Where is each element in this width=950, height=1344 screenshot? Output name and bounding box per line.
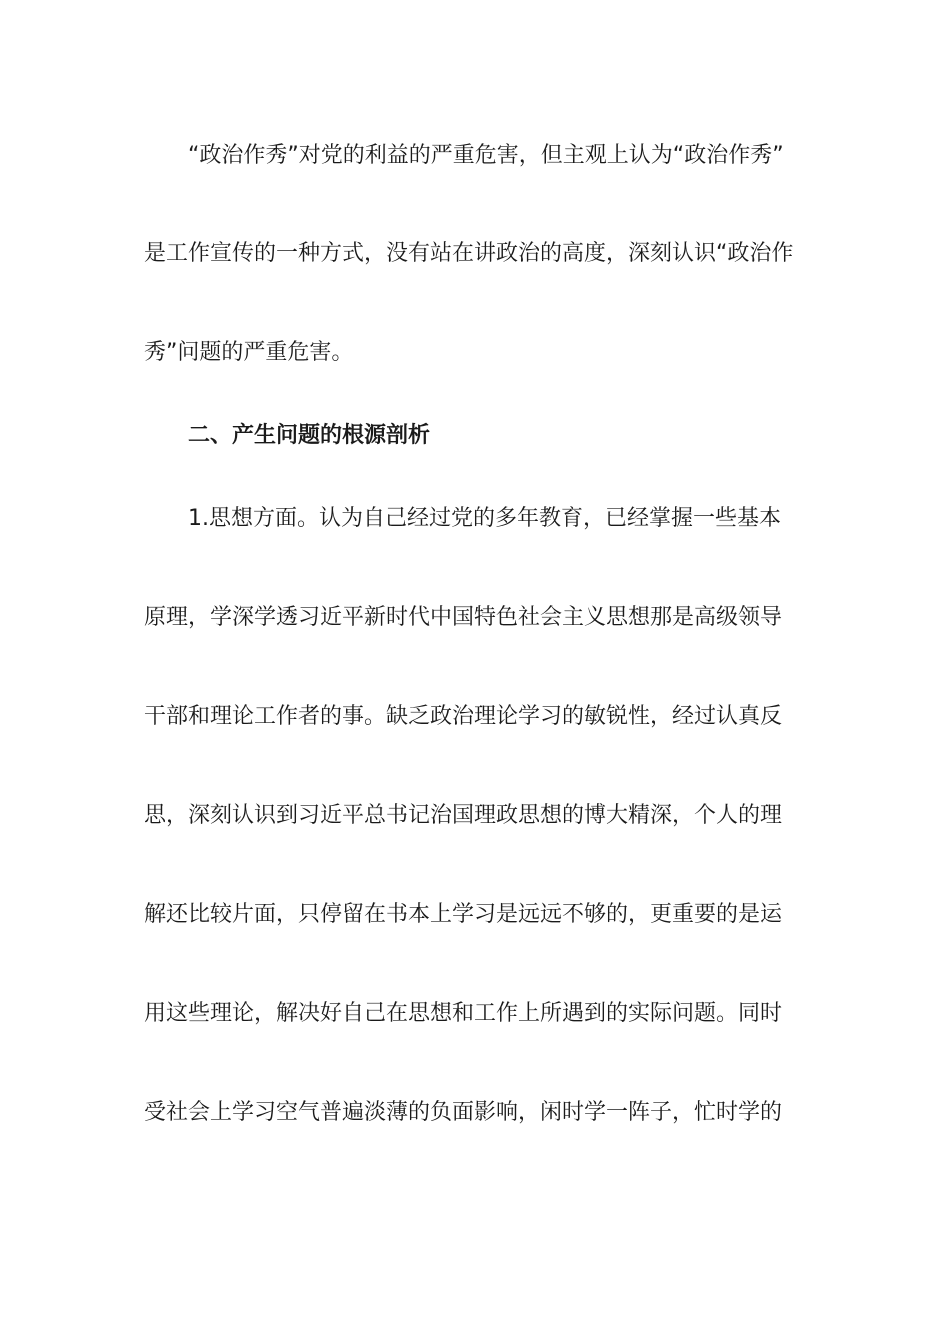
section-heading: 二、产生问题的根源剖析 [188,423,431,448]
paragraph-line: “政治作秀”对党的利益的严重危害，但主观上认为“政治作秀” [188,143,784,168]
paragraph-line: 思，深刻认识到习近平总书记治国理政思想的博大精深，个人的理 [144,803,783,828]
paragraph-line: 原理，学深学透习近平新时代中国特色社会主义思想那是高级领导 [144,605,783,630]
paragraph-line: 1.思想方面。认为自己经过党的多年教育，已经掌握一些基本 [188,506,781,531]
paragraph-line: 秀”问题的严重危害。 [144,340,354,365]
paragraph-line: 用这些理论，解决好自己在思想和工作上所遇到的实际问题。同时 [144,1001,783,1026]
paragraph-line: 是工作宣传的一种方式，没有站在讲政治的高度，深刻认识“政治作 [144,241,794,266]
paragraph-line: 受社会上学习空气普遍淡薄的负面影响，闲时学一阵子，忙时学的 [144,1100,783,1125]
paragraph-line: 解还比较片面，只停留在书本上学习是远远不够的，更重要的是运 [144,902,783,927]
paragraph-line: 干部和理论工作者的事。缺乏政治理论学习的敏锐性，经过认真反 [144,704,783,729]
